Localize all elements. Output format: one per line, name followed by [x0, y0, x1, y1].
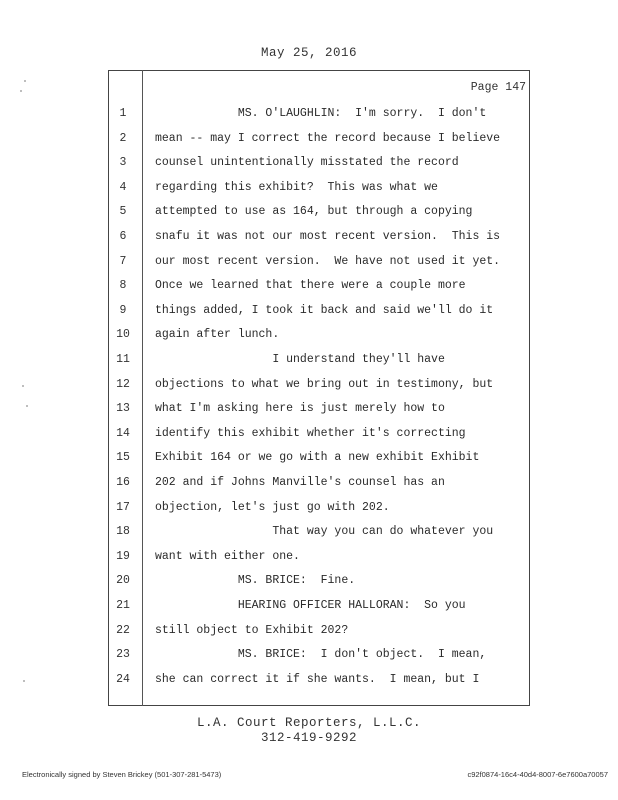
line-number: 16: [116, 476, 130, 489]
line-number: 23: [116, 648, 130, 661]
transcript-line: MS. O'LAUGHLIN: I'm sorry. I don't: [155, 107, 487, 120]
line-number: 22: [116, 624, 130, 637]
transcript-line: counsel unintentionally misstated the record: [155, 156, 459, 169]
transcript-line: still object to Exhibit 202?: [155, 624, 349, 637]
transcript-line: objection, let's just go with 202.: [155, 501, 390, 514]
transcript-line: MS. BRICE: Fine.: [155, 574, 356, 587]
line-number: 1: [119, 107, 127, 120]
line-number: 14: [116, 427, 130, 440]
transcript-line: snafu it was not our most recent version. This is: [155, 230, 501, 243]
line-number: 13: [116, 402, 130, 415]
transcript-line: she can correct it if she wants. I mean, but I: [155, 673, 480, 686]
court-reporter-phone: 312-419-9292: [260, 731, 357, 745]
transcript-line: things added, I took it back and said we'll do it: [155, 304, 494, 317]
document-id: c92f0874-16c4-40d4-8007-6e7600a70057: [467, 770, 608, 779]
transcript-line: Exhibit 164 or we go with a new exhibit Exhibit: [155, 451, 480, 464]
transcript-line: I understand they'll have: [155, 353, 445, 366]
scan-speck: [24, 80, 26, 82]
scan-speck: [26, 405, 28, 407]
line-number: 17: [116, 501, 130, 514]
transcript-line: again after lunch.: [155, 328, 280, 341]
electronic-signature-note: Electronically signed by Steven Brickey (501-307-281-5473): [22, 770, 222, 779]
line-number: 7: [119, 255, 127, 268]
line-number: 19: [116, 550, 130, 563]
transcript-line: 202 and if Johns Manville's counsel has an: [155, 476, 445, 489]
line-number: 18: [116, 525, 130, 538]
transcript-line: our most recent version. We have not used it yet.: [155, 255, 501, 268]
scan-speck: [22, 385, 24, 387]
page-date: May 25, 2016: [260, 46, 357, 60]
transcript-line: mean -- may I correct the record because I believe: [155, 132, 501, 145]
line-number: 6: [119, 230, 127, 243]
scan-speck: [20, 90, 22, 92]
transcript-line: attempted to use as 164, but through a copying: [155, 205, 473, 218]
line-number: 4: [119, 181, 127, 194]
court-reporter-name: L.A. Court Reporters, L.L.C.: [196, 716, 422, 730]
line-number: 5: [119, 205, 127, 218]
transcript-line: HEARING OFFICER HALLORAN: So you: [155, 599, 466, 612]
transcript-line: objections to what we bring out in testimony, but: [155, 378, 494, 391]
line-number: 21: [116, 599, 130, 612]
transcript-line: identify this exhibit whether it's correcting: [155, 427, 466, 440]
transcript-line: MS. BRICE: I don't object. I mean,: [155, 648, 487, 661]
line-number-margin-rule: [142, 70, 143, 706]
transcript-line: regarding this exhibit? This was what we: [155, 181, 438, 194]
line-number: 15: [116, 451, 130, 464]
line-number: 10: [116, 328, 130, 341]
transcript-line: Once we learned that there were a couple more: [155, 279, 466, 292]
transcript-line: That way you can do whatever you: [155, 525, 494, 538]
scan-speck: [23, 680, 25, 682]
transcript-line: want with either one.: [155, 550, 300, 563]
line-number: 9: [119, 304, 127, 317]
line-number: 11: [116, 353, 130, 366]
line-number: 2: [119, 132, 127, 145]
line-number: 20: [116, 574, 130, 587]
transcript-line: what I'm asking here is just merely how to: [155, 402, 445, 415]
line-number: 12: [116, 378, 130, 391]
line-number: 8: [119, 279, 127, 292]
page-number: Page 147: [470, 81, 526, 94]
line-number: 3: [119, 156, 127, 169]
line-number: 24: [116, 673, 130, 686]
